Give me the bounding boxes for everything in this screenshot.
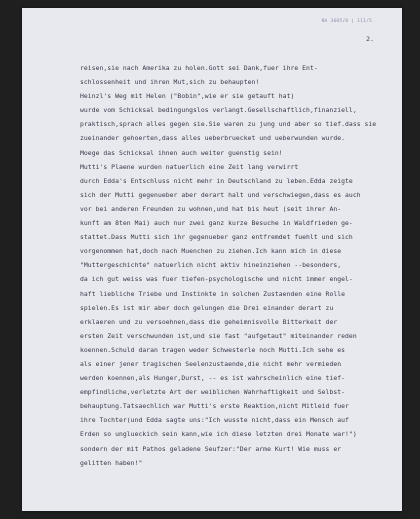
text-line: ersten Zeit verschwunden ist,und sie fast "aufgetaut" miteinander reden (80, 331, 357, 340)
text-line: praktisch,sprach alles gegen sie.Sie waren zu jung und aber so tief.dass sie (80, 120, 377, 129)
text-line: stattet.Dass Mutti sich ihr gegenueber ganz entfremdet fuehlt und sich (80, 233, 353, 242)
text-line: durch Edda's Entschluss nicht mehr in Deutschland zu leben.Edda zeigte (80, 176, 353, 185)
text-line: zueinander gehoerten,dass alles ueberbruecket und ueberwunden wurde. (80, 134, 346, 143)
text-line: "Muttergeschichte" natuerlich nicht aktiv hineinziehen --besonders, (80, 261, 342, 270)
text-line: werden koennen,als Hunger,Durst, -- es ist wahrscheinlich eine tief- (80, 374, 346, 383)
text-line: gelitten haben!" (80, 458, 143, 467)
text-line: ihre Tochter(und Edda sagte uns:"Ich wusste nicht,dass ein Mensch auf (80, 416, 349, 425)
text-line: koennen.Schuld daran tragen weder Schwesterle noch Mutti.Ich sehe es (80, 345, 346, 354)
text-line: sondern der mit Pathos geladene Seufzer:"Der arme Kurt! Wie muss er (80, 444, 342, 453)
text-line: vor bei anderen Freunden zu wohnen,und hat bis heut (seit ihrer An- (80, 204, 342, 213)
text-line: reisen,sie nach Amerika zu holen.Gott sei Dank,fuer ihre Ent- (80, 64, 318, 72)
text-line: kunft am 8ten Mai) auch nur zwei ganz kurze Besuche in Waldfrieden ge- (80, 219, 353, 228)
text-line: schlossenheit und ihren Mut,sich zu behaupten! (80, 78, 260, 87)
archive-reference: NA 3605/8 | 111/5 (321, 19, 372, 24)
text-line: da ich gut weiss was fuer tiefen-psychologische und nicht immer engel- (80, 275, 353, 284)
letter-body (80, 61, 412, 470)
text-line: vorgenommen hat,doch nach Muenchen zu ziehen.Ich kann mich in diese (80, 247, 342, 256)
text-line: Moege das Schicksal ihnen auch weiter guenstig sein! (80, 148, 283, 157)
text-line: Erden so unglueckich sein kann,wie ich diese letzten drei Monate war!") (80, 430, 357, 439)
text-line: Mutti's Plaene wurden natuerlich eine Zeit lang verwirrt (80, 162, 299, 171)
text-line: erklaeren und zu versoehnen,dass die geheimnisvolle Bitterkeit der (80, 317, 338, 326)
text-line: Heinzl's Weg mit Helen ("Bobin",wie er sie getauft hat) (80, 92, 295, 101)
text-line: behauptung.Tatsaechlich war Mutti's erste Reaktion,nicht Mitleid fuer (80, 402, 349, 411)
text-line: sich der Mutti gegenueber aber derart halt und verschwiegen,dass es auch (80, 190, 361, 199)
text-line: empfindliche,verletzte Art der weiblichen Wahrhaftigkeit und Selbst- (80, 388, 346, 397)
page-number: 2. (366, 35, 374, 43)
typewritten-page (22, 8, 402, 511)
text-line: als einer jener tragischen Seelenzustaende,die nicht mehr vermieden (80, 359, 342, 368)
text-line: spielen.Es ist mir aber doch gelungen die Drei einander derart zu (80, 303, 334, 312)
text-line: wurde vom Schicksal bedingungslos verlangt.Gesellschaftlich,finanziell, (80, 106, 357, 115)
text-line: haft liebliche Triebe und Instinkte in solchen Zustaenden eine Rolle (80, 289, 346, 298)
